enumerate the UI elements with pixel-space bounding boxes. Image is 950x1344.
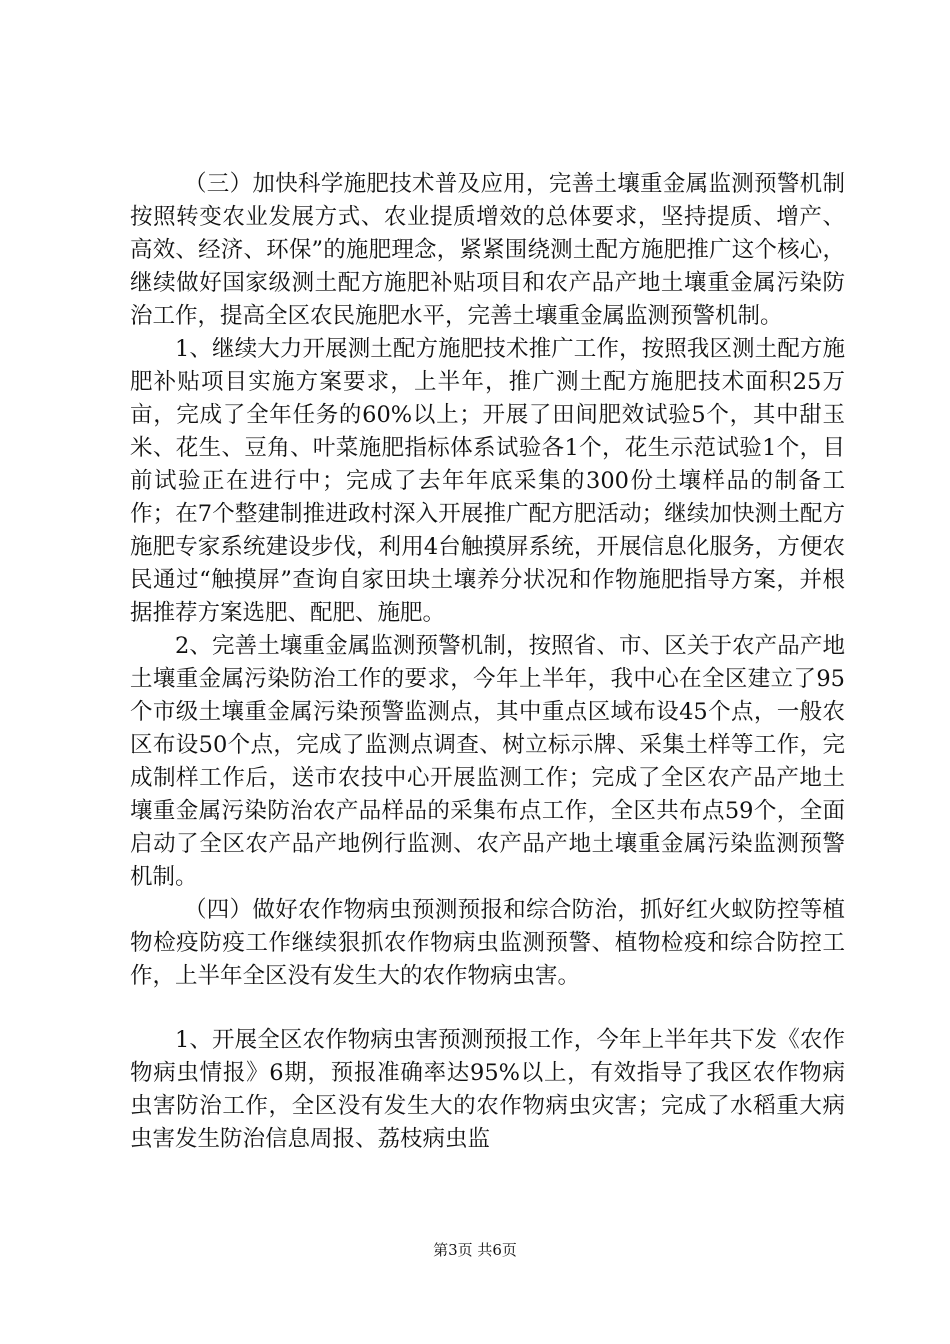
paragraph-section-four: （四）做好农作物病虫预测预报和综合防治，抓好红火蚁防控等植物检疫防疫工作继续狠抓农作物病虫监测预警、植物检疫和综合防控工作，上半年全区没有发生大的农作物病虫害。 [130,897,845,989]
paragraph-item-1-pest-forecast: 1、开展全区农作物病虫害预测预报工作，今年上半年共下发《农作物病虫情报》6期，预报准确率达95%以上，有效指导了我区农作物病虫害防治工作，全区没有发生大的农作物病虫灾害；完成了水稻重大病虫害发生防治信息周报、荔枝病虫监 [130,1027,845,1152]
paragraph-item-2-heavy-metal: 2、完善土壤重金属监测预警机制，按照省、市、区关于农产品产地土壤重金属污染防治工作的要求，今年上半年，我中心在全区建立了95个市级土壤重金属污染预警监测点，其中重点区域布设45个点，一般农区布设50个点，完成了监测点调查、树立标示牌、采集土样等工作，完成制样工作后，送市农技中心开展监测工作；完成了全区农产品产地土壤重金属污染防治农产品样品的采集布点工作，全区共布点59个，全面启动了全区农产品产地例行监测、农产品产地土壤重金属污染监测预警机制。 [130,633,845,890]
page-footer: 第3页 共6页 [433,1241,517,1259]
document-body [130,168,845,1156]
paragraph-item-1-soil-testing: 1、继续大力开展测土配方施肥技术推广工作，按照我区测土配方施肥补贴项目实施方案要求，上半年，推广测土配方施肥技术面积25万亩，完成了全年任务的60%以上；开展了田间肥效试验5个，其中甜玉米、花生、豆角、叶菜施肥指标体系试验各1个，花生示范试验1个，目前试验正在进行中；完成了去年年底采集的300份土壤样品的制备工作；在7个整建制推进政村深入开展推广配方肥活动；继续加快测土配方施肥专家系统建设步伐，利用4台触摸屏系统，开展信息化服务，方便农民通过“触摸屏”查询自家田块土壤养分状况和作物施肥指导方案，并根据推荐方案选肥、配肥、施肥。 [130,336,845,626]
paragraph-section-three: （三）加快科学施肥技术普及应用，完善土壤重金属监测预警机制按照转变农业发展方式、农业提质增效的总体要求，坚持提质、增产、高效、经济、环保”的施肥理念，紧紧围绕测土配方施肥推广这个核心，继续做好国家级测土配方施肥补贴项目和农产品产地土壤重金属污染防治工作，提高全区农民施肥水平，完善土壤重金属监测预警机制。 [130,171,845,329]
